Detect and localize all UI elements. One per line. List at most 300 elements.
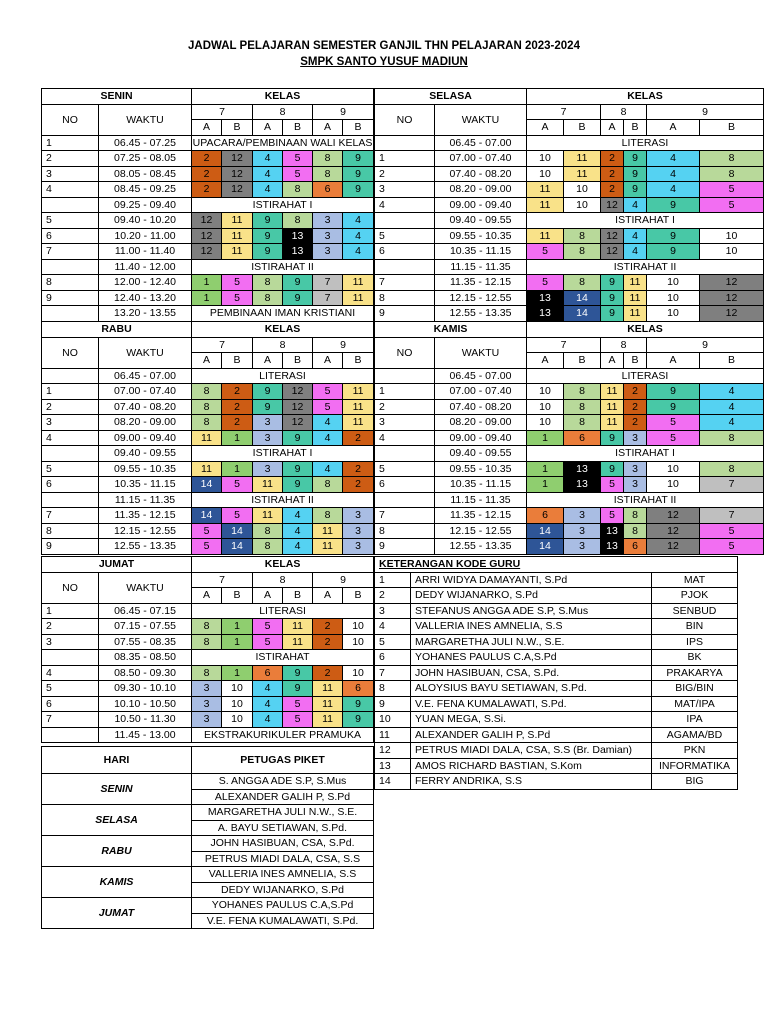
period-no: 8 xyxy=(375,523,435,539)
duty-roster xyxy=(41,746,374,929)
period-no: 2 xyxy=(42,399,99,415)
teacher-row xyxy=(375,588,738,604)
teacher-code-cell: 10 xyxy=(343,634,374,650)
period-no: 2 xyxy=(375,166,435,182)
teacher-code-cell: 4 xyxy=(253,151,283,167)
teacher-code-cell: 8 xyxy=(192,384,222,400)
teacher-code-cell: 2 xyxy=(192,182,222,198)
time-slot: 12.40 - 13.20 xyxy=(99,290,192,306)
teacher-code-cell: 3 xyxy=(192,712,222,728)
teacher-code-cell: 9 xyxy=(601,275,624,291)
teacher-code-cell: 3 xyxy=(343,539,374,555)
teacher-row xyxy=(375,774,738,790)
teacher-row xyxy=(375,727,738,743)
teacher-code-cell: 8 xyxy=(564,228,601,244)
day-header: HARI xyxy=(42,747,192,774)
section-header: B xyxy=(222,120,253,136)
teacher-code-cell: 11 xyxy=(313,523,343,539)
table-row xyxy=(375,275,764,291)
piket-row xyxy=(42,774,374,790)
teacher-code-cell: 1 xyxy=(222,634,253,650)
activity-span: ISTIRAHAT II xyxy=(192,259,374,275)
piket-row xyxy=(42,898,374,914)
teacher-code-cell: 9 xyxy=(647,399,700,415)
table-row xyxy=(375,197,764,213)
teacher-code-cell: 10 xyxy=(647,461,700,477)
time-slot: 09.25 - 09.40 xyxy=(99,197,192,213)
teacher-code-cell: 12 xyxy=(647,523,700,539)
teacher-code-cell: 9 xyxy=(624,182,647,198)
piket-day: SELASA xyxy=(42,805,192,836)
time-slot: 10.35 - 11.15 xyxy=(435,477,527,493)
teacher-code: 12 xyxy=(375,743,411,759)
time-slot: 07.25 - 08.05 xyxy=(99,151,192,167)
teacher-code-cell: 11 xyxy=(343,290,374,306)
table-row xyxy=(375,523,764,539)
table-row xyxy=(42,415,374,431)
grade-header: 7 xyxy=(192,104,253,120)
teacher-code-cell: 11 xyxy=(253,508,283,524)
teacher-code: 13 xyxy=(375,758,411,774)
teacher-subject: BIN xyxy=(652,619,738,635)
period-no: 3 xyxy=(42,166,99,182)
period-no: 7 xyxy=(375,508,435,524)
teacher-code-cell: 10 xyxy=(527,384,564,400)
period-no: 4 xyxy=(42,182,99,198)
activity-span: ISTIRAHAT I xyxy=(192,197,374,213)
time-slot: 09.00 - 09.40 xyxy=(435,197,527,213)
period-no xyxy=(375,492,435,508)
teacher-row xyxy=(375,619,738,635)
teacher-code-cell: 9 xyxy=(283,461,313,477)
header-row xyxy=(375,322,764,338)
period-no xyxy=(42,492,99,508)
activity-span: ISTIRAHAT xyxy=(192,650,374,666)
teacher-code-cell: 8 xyxy=(700,151,764,167)
activity-span: LITERASI xyxy=(192,603,374,619)
teacher-code-cell: 11 xyxy=(313,539,343,555)
time-slot: 06.45 - 07.00 xyxy=(435,135,527,151)
activity-span: EKSTRAKURIKULER PRAMUKA xyxy=(192,727,374,743)
teacher-name: MARGARETHA JULI N.W., S.E. xyxy=(411,634,652,650)
table-row xyxy=(375,290,764,306)
teacher-code-cell: 5 xyxy=(313,384,343,400)
piket-day: RABU xyxy=(42,836,192,867)
table-row xyxy=(42,290,374,306)
period-no: 9 xyxy=(42,539,99,555)
teacher-code-cell: 9 xyxy=(283,477,313,493)
teacher-code-cell: 5 xyxy=(700,182,764,198)
teacher-code-cell: 4 xyxy=(624,197,647,213)
teacher-code-cell: 5 xyxy=(222,275,253,291)
teacher-code-cell: 8 xyxy=(253,290,283,306)
period-no: 6 xyxy=(375,244,435,260)
teacher-code-cell: 9 xyxy=(283,681,313,697)
table-row xyxy=(42,430,374,446)
table-row xyxy=(42,228,374,244)
teacher-code-cell: 3 xyxy=(253,415,283,431)
teacher-code-cell: 4 xyxy=(647,166,700,182)
period-no: 5 xyxy=(42,213,99,229)
teacher-code: 3 xyxy=(375,603,411,619)
teacher-name: JOHN HASIBUAN, CSA, S.Pd. xyxy=(411,665,652,681)
teacher-code-cell: 5 xyxy=(527,275,564,291)
grade-header: 8 xyxy=(253,104,313,120)
teacher-code-cell: 9 xyxy=(343,696,374,712)
table-row xyxy=(42,151,374,167)
time-slot: 07.00 - 07.40 xyxy=(99,384,192,400)
teacher-code-cell: 9 xyxy=(253,399,283,415)
teacher-code-cell: 4 xyxy=(253,712,283,728)
table-row xyxy=(42,619,374,635)
teacher-name: FERRY ANDRIKA, S.S xyxy=(411,774,652,790)
teacher-code-cell: 12 xyxy=(222,166,253,182)
kelas-header: KELAS xyxy=(192,322,374,338)
teacher-code-cell: 4 xyxy=(253,681,283,697)
teacher-row xyxy=(375,650,738,666)
teacher-code-cell: 11 xyxy=(313,681,343,697)
teacher-code-cell: 5 xyxy=(192,539,222,555)
teacher-code-cell: 9 xyxy=(343,151,374,167)
period-no: 5 xyxy=(42,681,99,697)
teacher-name: ALOYSIUS BAYU SETIAWAN, S.Pd. xyxy=(411,681,652,697)
teacher-code-cell: 4 xyxy=(253,696,283,712)
time-slot: 08.20 - 09.00 xyxy=(99,415,192,431)
time-slot: 08.50 - 09.30 xyxy=(99,665,192,681)
period-no: 5 xyxy=(42,461,99,477)
grade-header: 8 xyxy=(601,104,647,120)
teacher-subject: PKN xyxy=(652,743,738,759)
teacher-row xyxy=(375,696,738,712)
teacher-code-cell: 14 xyxy=(527,539,564,555)
teacher-code-cell: 10 xyxy=(527,151,564,167)
teacher-code-cell: 8 xyxy=(313,151,343,167)
time-slot: 07.40 - 08.20 xyxy=(435,166,527,182)
activity-span: LITERASI xyxy=(192,368,374,384)
period-no: 2 xyxy=(42,151,99,167)
teacher-code-cell: 1 xyxy=(222,461,253,477)
teacher-code-cell: 8 xyxy=(624,508,647,524)
table-row xyxy=(42,259,374,275)
teacher-code-cell: 8 xyxy=(283,182,313,198)
activity-span: ISTIRAHAT II xyxy=(527,492,764,508)
section-header: B xyxy=(343,120,374,136)
teacher-code-cell: 10 xyxy=(527,399,564,415)
teacher-code-cell: 10 xyxy=(222,681,253,697)
teacher-code-cell: 4 xyxy=(253,182,283,198)
teacher-code-cell: 11 xyxy=(601,384,624,400)
teacher-code-cell: 11 xyxy=(283,634,313,650)
section-header: A xyxy=(527,120,564,136)
time-slot: 08.20 - 09.00 xyxy=(435,182,527,198)
teacher-row xyxy=(375,634,738,650)
teacher-code-cell: 11 xyxy=(564,166,601,182)
time-slot: 08.20 - 09.00 xyxy=(435,415,527,431)
teacher-code-cell: 5 xyxy=(647,415,700,431)
table-row xyxy=(375,446,764,462)
teacher-code-cell: 9 xyxy=(601,306,624,322)
piket-staff: MARGARETHA JULI N.W., S.E. xyxy=(192,805,374,821)
schedule-kamis xyxy=(374,321,764,555)
teacher-code-cell: 9 xyxy=(343,166,374,182)
teacher-code-cell: 13 xyxy=(564,461,601,477)
teacher-code-cell: 12 xyxy=(283,399,313,415)
teacher-code-cell: 2 xyxy=(601,182,624,198)
table-row xyxy=(375,228,764,244)
teacher-name: PETRUS MIADI DALA, CSA, S.S (Br. Damian) xyxy=(411,743,652,759)
teacher-code: 10 xyxy=(375,712,411,728)
section-header: A xyxy=(527,353,564,369)
time-slot: 09.00 - 09.40 xyxy=(435,430,527,446)
teacher-subject: IPS xyxy=(652,634,738,650)
period-no: 4 xyxy=(42,665,99,681)
teacher-code-cell: 9 xyxy=(647,197,700,213)
teacher-code-cell: 8 xyxy=(192,619,222,635)
table-row xyxy=(375,477,764,493)
teacher-code-cell: 5 xyxy=(253,634,283,650)
piket-staff: JOHN HASIBUAN, CSA, S.Pd. xyxy=(192,836,374,852)
teacher-code-cell: 3 xyxy=(624,430,647,446)
teacher-code-cell: 8 xyxy=(700,166,764,182)
teacher-subject: MAT xyxy=(652,572,738,588)
teacher-code-cell: 1 xyxy=(222,430,253,446)
teacher-code-cell: 3 xyxy=(253,430,283,446)
table-row xyxy=(42,399,374,415)
day-name: SENIN xyxy=(42,89,192,105)
time-slot: 12.00 - 12.40 xyxy=(99,275,192,291)
time-slot: 07.40 - 08.20 xyxy=(99,399,192,415)
period-no: 2 xyxy=(42,619,99,635)
teacher-subject: BIG xyxy=(652,774,738,790)
teacher-code-cell: 8 xyxy=(192,415,222,431)
waktu-header: WAKTU xyxy=(99,337,192,368)
piket-day: SENIN xyxy=(42,774,192,805)
teacher-code-cell: 11 xyxy=(343,415,374,431)
table-row xyxy=(375,430,764,446)
time-slot: 07.15 - 07.55 xyxy=(99,619,192,635)
teacher-code-cell: 11 xyxy=(624,275,647,291)
day-name: RABU xyxy=(42,322,192,338)
table-row xyxy=(42,603,374,619)
time-slot: 12.55 - 13.35 xyxy=(435,306,527,322)
teacher-code-cell: 12 xyxy=(647,508,700,524)
time-slot: 09.55 - 10.35 xyxy=(435,461,527,477)
teacher-code-cell: 3 xyxy=(564,523,601,539)
legend-title: KETERANGAN KODE GURU xyxy=(375,557,738,573)
teacher-code-cell: 11 xyxy=(343,275,374,291)
header-row xyxy=(42,557,374,573)
teacher-code-cell: 11 xyxy=(601,415,624,431)
teacher-code-cell: 10 xyxy=(343,665,374,681)
teacher-code-cell: 2 xyxy=(624,399,647,415)
grade-header: 8 xyxy=(253,337,313,353)
teacher-code-cell: 5 xyxy=(283,166,313,182)
table-row xyxy=(375,508,764,524)
time-slot: 13.20 - 13.55 xyxy=(99,306,192,322)
period-no: 6 xyxy=(375,477,435,493)
table-row xyxy=(375,182,764,198)
teacher-code-cell: 11 xyxy=(253,477,283,493)
teacher-code-cell: 6 xyxy=(564,430,601,446)
teacher-code-cell: 9 xyxy=(601,461,624,477)
teacher-row xyxy=(375,712,738,728)
teacher-code-cell: 4 xyxy=(647,151,700,167)
teacher-code-cell: 11 xyxy=(192,430,222,446)
grade-header: 7 xyxy=(527,104,601,120)
piket-staff: PETRUS MIADI DALA, CSA, S.S xyxy=(192,851,374,867)
period-no: 1 xyxy=(375,151,435,167)
teacher-code-cell: 9 xyxy=(343,182,374,198)
kelas-header: KELAS xyxy=(192,557,374,573)
teacher-subject: PRAKARYA xyxy=(652,665,738,681)
time-slot: 09.40 - 09.55 xyxy=(99,446,192,462)
teacher-code-cell: 9 xyxy=(253,384,283,400)
schedule-senin xyxy=(41,88,374,322)
legend-title-row xyxy=(375,557,738,573)
section-header: A xyxy=(647,353,700,369)
teacher-code-cell: 12 xyxy=(283,384,313,400)
no-header: NO xyxy=(375,337,435,368)
teacher-code-cell: 5 xyxy=(647,430,700,446)
waktu-header: WAKTU xyxy=(99,104,192,135)
time-slot: 08.05 - 08.45 xyxy=(99,166,192,182)
grade-header: 9 xyxy=(313,104,374,120)
piket-header-row xyxy=(42,747,374,774)
no-header: NO xyxy=(42,337,99,368)
teacher-code-cell: 10 xyxy=(647,477,700,493)
activity-span: ISTIRAHAT II xyxy=(527,259,764,275)
teacher-code-cell: 13 xyxy=(527,290,564,306)
table-row xyxy=(42,166,374,182)
teacher-code-cell: 11 xyxy=(624,306,647,322)
teacher-code-cell: 3 xyxy=(564,508,601,524)
teacher-code-cell: 3 xyxy=(343,523,374,539)
teacher-code-cell: 2 xyxy=(601,151,624,167)
teacher-code: 11 xyxy=(375,727,411,743)
section-header: B xyxy=(624,353,647,369)
teacher-code-cell: 2 xyxy=(343,461,374,477)
time-slot: 12.55 - 13.35 xyxy=(99,539,192,555)
period-no xyxy=(42,306,99,322)
teacher-name: V.E. FENA KUMALAWATI, S.Pd. xyxy=(411,696,652,712)
teacher-code-cell: 9 xyxy=(647,228,700,244)
teacher-code-cell: 5 xyxy=(601,508,624,524)
teacher-subject: INFORMATIKA xyxy=(652,758,738,774)
table-row xyxy=(42,135,374,151)
piket-staff: S. ANGGA ADE S.P, S.Mus xyxy=(192,774,374,790)
teacher-code-cell: 9 xyxy=(283,430,313,446)
grade-header: 9 xyxy=(647,104,764,120)
time-slot: 12.55 - 13.35 xyxy=(435,539,527,555)
teacher-code-cell: 1 xyxy=(527,477,564,493)
table-row xyxy=(42,275,374,291)
teacher-code: 1 xyxy=(375,572,411,588)
teacher-code-cell: 7 xyxy=(313,275,343,291)
piket-staff: V.E. FENA KUMALAWATI, S.Pd. xyxy=(192,913,374,929)
teacher-code-cell: 3 xyxy=(313,213,343,229)
teacher-code-cell: 11 xyxy=(564,151,601,167)
grade-header: 8 xyxy=(601,337,647,353)
teacher-code-cell: 8 xyxy=(564,244,601,260)
teacher-code-cell: 9 xyxy=(253,228,283,244)
teacher-code-cell: 11 xyxy=(222,213,253,229)
teacher-code-cell: 4 xyxy=(313,461,343,477)
teacher-code-cell: 3 xyxy=(313,244,343,260)
teacher-code-cell: 10 xyxy=(564,197,601,213)
teacher-code-cell: 13 xyxy=(601,539,624,555)
period-no: 1 xyxy=(42,135,99,151)
time-slot: 10.10 - 10.50 xyxy=(99,696,192,712)
teacher-code-cell: 9 xyxy=(624,151,647,167)
teacher-code-cell: 9 xyxy=(647,384,700,400)
teacher-code-cell: 3 xyxy=(343,508,374,524)
teacher-code-cell: 7 xyxy=(700,477,764,493)
teacher-code-legend xyxy=(374,556,738,790)
teacher-code-cell: 11 xyxy=(527,182,564,198)
teacher-code-cell: 8 xyxy=(564,275,601,291)
time-slot: 11.35 - 12.15 xyxy=(435,275,527,291)
table-row xyxy=(375,135,764,151)
activity-span: ISTIRAHAT I xyxy=(527,446,764,462)
period-no: 7 xyxy=(375,275,435,291)
section-header: B xyxy=(283,588,313,604)
section-header: B xyxy=(222,353,253,369)
teacher-code-cell: 5 xyxy=(222,477,253,493)
period-no: 9 xyxy=(375,306,435,322)
teacher-subject: PJOK xyxy=(652,588,738,604)
teacher-code-cell: 3 xyxy=(192,696,222,712)
section-header: A xyxy=(253,120,283,136)
table-row xyxy=(42,197,374,213)
teacher-code-cell: 4 xyxy=(283,523,313,539)
activity-span: LITERASI xyxy=(527,135,764,151)
teacher-code-cell: 2 xyxy=(624,384,647,400)
period-no xyxy=(42,727,99,743)
teacher-code: 6 xyxy=(375,650,411,666)
teacher-code-cell: 3 xyxy=(624,461,647,477)
teacher-code-cell: 5 xyxy=(222,290,253,306)
teacher-subject: IPA xyxy=(652,712,738,728)
teacher-code-cell: 9 xyxy=(283,275,313,291)
table-row xyxy=(375,213,764,229)
section-header: A xyxy=(253,588,283,604)
period-no xyxy=(375,446,435,462)
section-header: B xyxy=(343,588,374,604)
period-no: 1 xyxy=(42,384,99,400)
teacher-code-cell: 3 xyxy=(624,477,647,493)
teacher-code-cell: 8 xyxy=(253,539,283,555)
time-slot: 12.15 - 12.55 xyxy=(99,523,192,539)
teacher-code-cell: 2 xyxy=(313,634,343,650)
table-row xyxy=(42,650,374,666)
time-slot: 11.35 - 12.15 xyxy=(435,508,527,524)
time-slot: 07.55 - 08.35 xyxy=(99,634,192,650)
table-row xyxy=(42,681,374,697)
activity-span: PEMBINAAN IMAN KRISTIANI xyxy=(192,306,374,322)
table-row xyxy=(42,461,374,477)
time-slot: 10.20 - 11.00 xyxy=(99,228,192,244)
schedule-rabu xyxy=(41,321,374,555)
piket-staff: VALLERIA INES AMNELIA, S.S xyxy=(192,867,374,883)
teacher-name: VALLERIA INES AMNELIA, S.S xyxy=(411,619,652,635)
teacher-code-cell: 2 xyxy=(192,151,222,167)
teacher-code-cell: 8 xyxy=(313,166,343,182)
teacher-row xyxy=(375,681,738,697)
section-header: B xyxy=(343,353,374,369)
teacher-code-cell: 11 xyxy=(313,712,343,728)
period-no: 7 xyxy=(42,508,99,524)
time-slot: 11.00 - 11.40 xyxy=(99,244,192,260)
